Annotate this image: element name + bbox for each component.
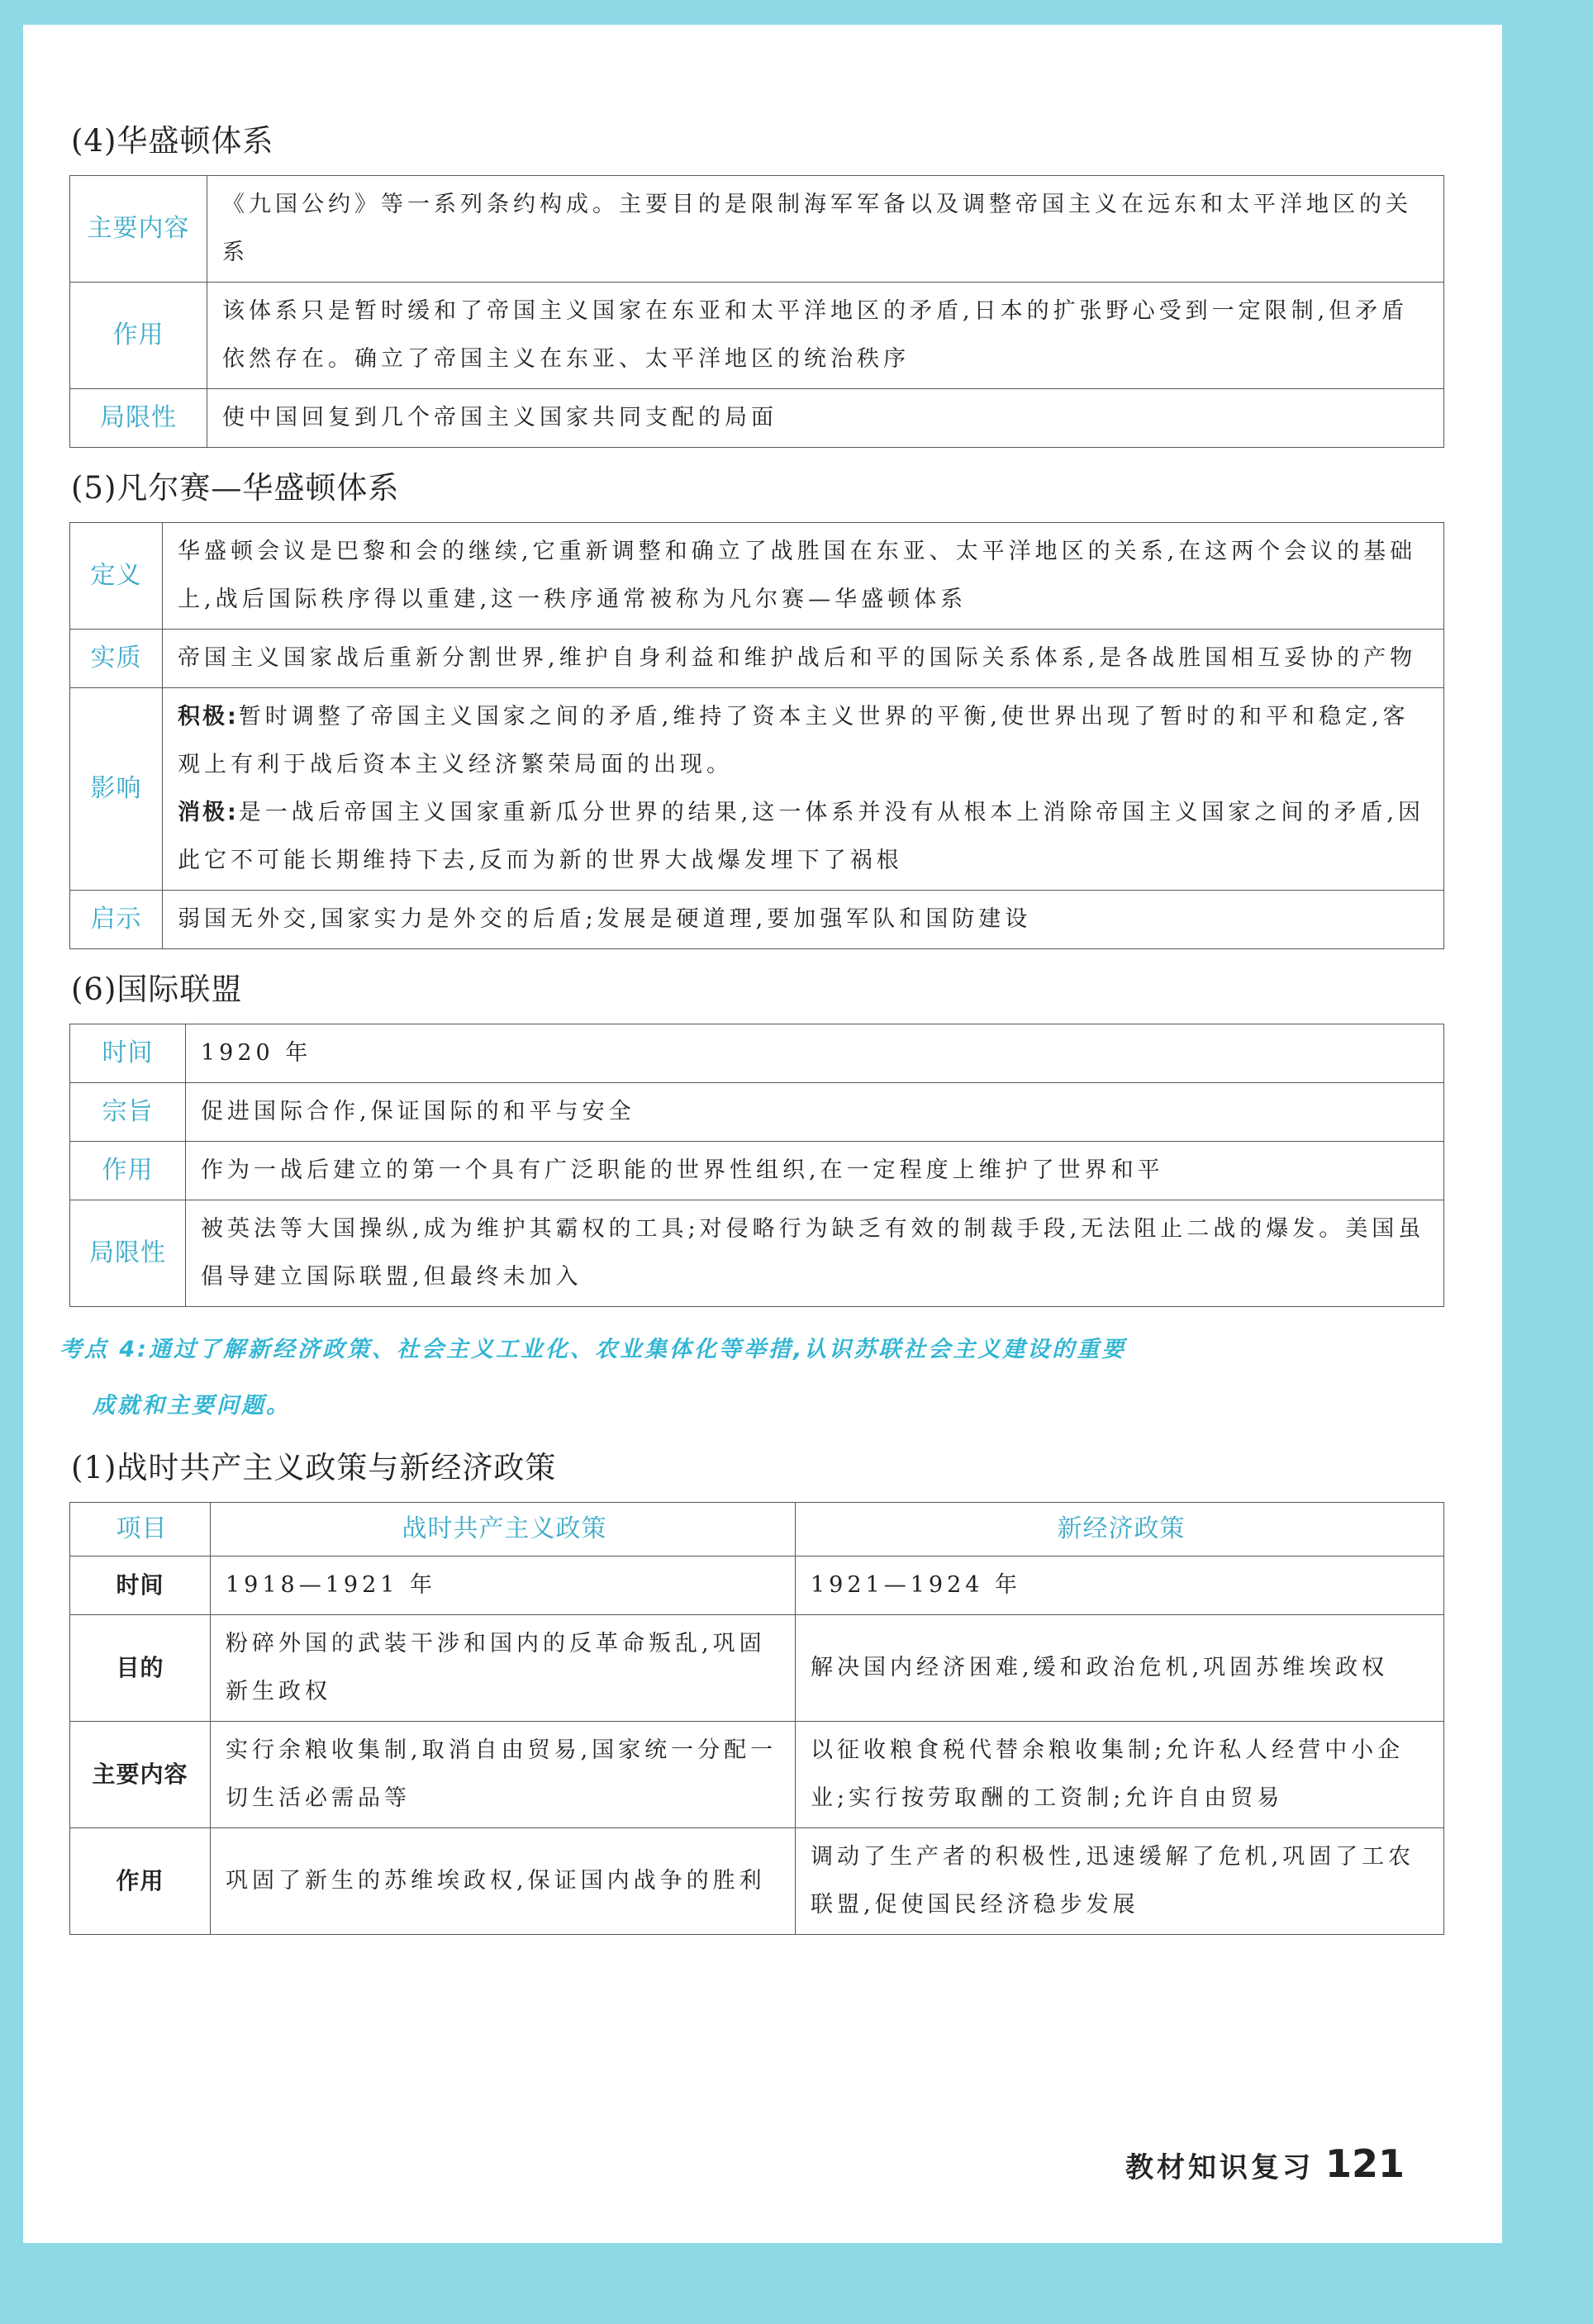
page-sheet: [23, 25, 1502, 2243]
table-row: [70, 283, 1444, 389]
row-text: 使中国回复到几个帝国主义国家共同支配的局面: [207, 389, 1444, 448]
positive-key: 积极:: [178, 704, 239, 730]
table-row: [70, 688, 1444, 891]
page-number: 121: [1324, 2141, 1405, 2186]
row-text: 帝国主义国家战后重新分割世界,维护自身利益和维护战后和平的国际关系体系,是各战胜国相互妥协的产物: [163, 630, 1444, 688]
table-row: [70, 1083, 1444, 1142]
cell-nep: 调动了生产者的积极性,迅速缓解了危机,巩固了工农联盟,促使国民经济稳步发展: [796, 1828, 1444, 1935]
table-row: [70, 630, 1444, 688]
table-row: [70, 176, 1444, 283]
row-label: 主要内容: [70, 1722, 211, 1828]
row-text: 被英法等大国操纵,成为维护其霸权的工具;对侵略行为缺乏有效的制裁手段,无法阻止二战的爆发。美国虽倡导建立国际联盟,但最终未加入: [186, 1200, 1444, 1307]
table-row: [70, 891, 1444, 949]
row-label: 宗旨: [70, 1083, 186, 1142]
header-item: 项目: [70, 1503, 211, 1556]
table-row: [70, 1556, 1444, 1615]
section-title-league-of-nations: (6)国际联盟: [71, 972, 243, 1007]
table-washington-system: [69, 175, 1444, 448]
row-label: 启示: [70, 891, 163, 949]
row-label: 主要内容: [70, 176, 207, 283]
row-text: 弱国无外交,国家实力是外交的后盾;发展是硬道理,要加强军队和国防建设: [163, 891, 1444, 949]
table-row: [70, 389, 1444, 448]
table-row: [70, 1024, 1444, 1083]
row-text: 作为一战后建立的第一个具有广泛职能的世界性组织,在一定程度上维护了世界和平: [186, 1142, 1444, 1200]
cell-war-communism: 巩固了新生的苏维埃政权,保证国内战争的胜利: [211, 1828, 796, 1935]
row-label: 作用: [70, 283, 207, 389]
table-league-of-nations: [69, 1024, 1444, 1307]
cell-war-communism: 实行余粮收集制,取消自由贸易,国家统一分配一切生活必需品等: [211, 1722, 796, 1828]
content-area: [59, 116, 1466, 1950]
table-row: [70, 1828, 1444, 1935]
table-versailles-washington-system: [69, 522, 1444, 949]
table-row: [70, 523, 1444, 630]
row-text: 促进国际合作,保证国际的和平与安全: [186, 1083, 1444, 1142]
row-label: 时间: [70, 1024, 186, 1083]
row-text-impact: [163, 688, 1444, 891]
cell-nep: 以征收粮食税代替余粮收集制;允许私人经营中小企业;实行按劳取酬的工资制;允许自由贸易: [796, 1722, 1444, 1828]
table-row: [70, 1200, 1444, 1307]
row-label: 影响: [70, 688, 163, 891]
cell-war-communism: 粉碎外国的武装干涉和国内的反革命叛乱,巩固新生政权: [211, 1615, 796, 1722]
positive-text: 暂时调整了帝国主义国家之间的矛盾,维持了资本主义世界的平衡,使世界出现了暂时的和平和稳定,客观上有利于战后资本主义经济繁荣局面的出现。: [178, 704, 1410, 777]
header-nep: 新经济政策: [796, 1503, 1444, 1556]
exam-point-4: [59, 1322, 1466, 1434]
exam-point-line-1: 考点 4:通过了解新经济政策、社会主义工业化、农业集体化等举措,认识苏联社会主义建设的重要: [59, 1337, 1127, 1362]
page-footer: [1125, 2141, 1405, 2186]
footer-title: 教材知识复习: [1125, 2151, 1314, 2184]
row-label: 作用: [70, 1828, 211, 1935]
table-header-row: [70, 1503, 1444, 1556]
row-text: 《九国公约》等一系列条约构成。主要目的是限制海军军备以及调整帝国主义在远东和太平洋地区的关系: [207, 176, 1444, 283]
table-row: [70, 1142, 1444, 1200]
exam-point-line-2: 成就和主要问题。: [93, 1393, 291, 1419]
negative-key: 消极:: [178, 800, 239, 825]
row-text: 华盛顿会议是巴黎和会的继续,它重新调整和确立了战胜国在东亚、太平洋地区的关系,在这两个会议的基础上,战后国际秩序得以重建,这一秩序通常被称为凡尔赛—华盛顿体系: [163, 523, 1444, 630]
negative-text: 是一战后帝国主义国家重新瓜分世界的结果,这一体系并没有从根本上消除帝国主义国家之间的矛盾,因此它不可能长期维持下去,反而为新的世界大战爆发埋下了祸根: [178, 800, 1424, 873]
section-title-versailles-washington: (5)凡尔赛—华盛顿体系: [71, 470, 400, 506]
header-war-communism: 战时共产主义政策: [211, 1503, 796, 1556]
table-row: [70, 1722, 1444, 1828]
row-label: 局限性: [70, 1200, 186, 1307]
cell-nep: 1921—1924 年: [796, 1556, 1444, 1615]
table-war-communism-vs-nep: [69, 1502, 1444, 1935]
row-label: 作用: [70, 1142, 186, 1200]
row-label: 时间: [70, 1556, 211, 1615]
row-label: 实质: [70, 630, 163, 688]
row-label: 定义: [70, 523, 163, 630]
cell-war-communism: 1918—1921 年: [211, 1556, 796, 1615]
section-title-war-communism-nep: (1)战时共产主义政策与新经济政策: [71, 1450, 557, 1485]
row-label: 目的: [70, 1615, 211, 1722]
row-label: 局限性: [70, 389, 207, 448]
section-title-washington: (4)华盛顿体系: [71, 123, 274, 159]
cell-nep: 解决国内经济困难,缓和政治危机,巩固苏维埃政权: [796, 1615, 1444, 1722]
table-row: [70, 1615, 1444, 1722]
row-text: 1920 年: [186, 1024, 1444, 1083]
row-text: 该体系只是暂时缓和了帝国主义国家在东亚和太平洋地区的矛盾,日本的扩张野心受到一定限制,但矛盾依然存在。确立了帝国主义在东亚、太平洋地区的统治秩序: [207, 283, 1444, 389]
